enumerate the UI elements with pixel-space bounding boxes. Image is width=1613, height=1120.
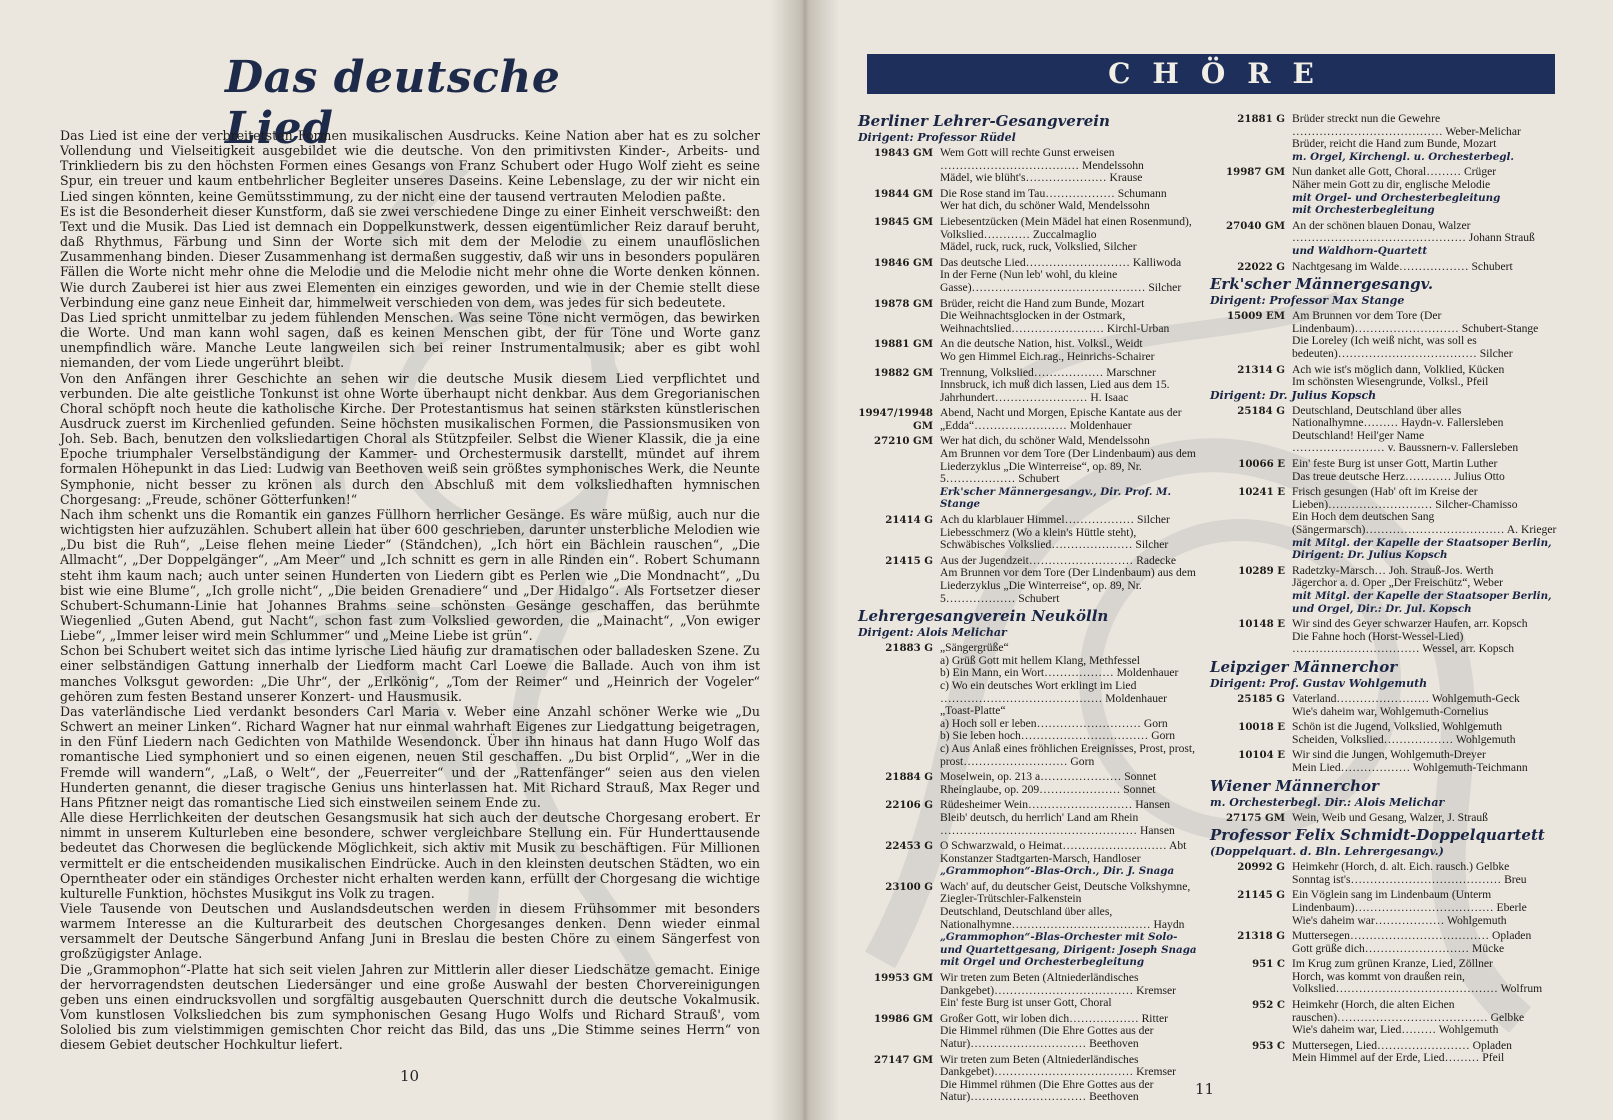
record-titles [940,367,1198,405]
accompaniment-note: mit Orgel- und Orchesterbegleitung [1292,191,1501,204]
catalog-number: 22106 G [885,799,933,812]
record-title-line: An die deutsche Nation, hist. Volksl., Weidt [940,337,1143,351]
record-titles [940,972,1198,1010]
record-title-line: Wie's daheim war……………… Wohlgemuth [1292,913,1507,927]
accompaniment-note: mit Mitgl. der Kapelle der Staatsoper Berlin, und Orgel, Dir.: Dr. Jul. Kopsch [1292,590,1552,615]
catalog-number: 953 C [1252,1039,1285,1052]
record-title-line: …………………………………… Moldenhauer [940,691,1168,705]
record-title-line: Muttersegen, Lied…………………… Opladen [1292,1038,1512,1052]
record-entry [858,555,1198,605]
record-titles [940,147,1198,185]
record-title-line: Brüder streckt nun die Gewehre [1292,112,1441,125]
catalog-number: 21884 G [885,771,933,784]
record-title-line: Die Himmel rühmen (Die Ehre Gottes aus der Natur)………………………… Beethoven [940,1024,1154,1050]
record-title-line: Horch, was kommt von draußen rein, Volkslied…………………………………… Wolfrum [1292,969,1543,996]
record-title-line: Ach du klarblauer Himmel……………… Silcher [940,513,1170,527]
record-entry [1210,812,1566,825]
record-entry [1210,749,1566,774]
choir-name: Berliner Lehrer-Gesangverein [858,112,1110,130]
record-title-line: „Sängergrüße“ [940,641,1009,655]
record-titles [1292,486,1566,562]
record-entry [858,972,1198,1010]
accompaniment-note: m. Orgel, Kirchengl. u. Orchesterbegl. [1292,150,1514,163]
catalog-number: 10018 E [1238,721,1285,734]
record-title-line: Ein' feste Burg ist unser Gott, Choral [940,996,1112,1010]
catalog-number: 19881 GM [874,338,933,351]
record-titles [940,1054,1198,1104]
record-title-line: Die Weihnachtsglocken in der Ostmark, Weihnachtslied…………………… Kirchl-Urban [940,309,1170,335]
conductor-line: Dirigent: Prof. Gustav Wohlgemuth [1210,676,1428,690]
record-title-line: Brüder, reicht die Hand zum Bunde, Mozart [1292,137,1497,151]
paragraph: Viele Tausende von Deutschen und Auslandsdeutschen werden in diesem Frühsommer mit besonders warmem Interesse an die Kulturarbeit des deutschen Chorgesanges denken. Denn wieder einmal versammelt der Deutsche Sängerbund Anfang Juni in Breslau die besten Chöre zu einem Sängerfest von großzügigster Anlage. [60,900,760,962]
record-titles [940,257,1198,295]
record-title-line: Wo gen Himmel Eich.rag., Heinrichs-Schairer [940,349,1155,363]
catalog-number: 10104 E [1238,749,1285,762]
record-title-line: In der Ferne (Nun leb' wohl, du kleine Gasse)……………………………………… Silcher [940,268,1182,294]
paragraph: Von den Anfängen ihrer Geschichte an sehen wir die deutsche Musik diesem Lied verpflichtet und verbunden. Die alte geistliche Tonkunst ist ohne Worte überhaupt nicht denkbar. Aus dem Gregorianischen Choral schöpft noch heute die katholische Kirche. Der Protestantismus hat seinen stärksten künstlerischen Ausdruck zuerst im Kirchenlied gefunden. Seine höchsten musikalischen Formen, die Passionsmusiken von Joh. Seb. Bach, benutzen den volksliedartigen Choral als Stützpfeiler. Selbst die Wiener Klassik, die ja eine Epoche triumphaler Verselbständigung der Kammer- und Orchestermusik darstellt, mündet auf ihrem formalen Höhepunkt in das Lied: Ludwig van Beethoven weiß sein größtes symphonisches Werk, die Neunte Symphonie, nicht besser zu krönen als durch den Abschluß mit dem volksliedhaften hymnischen Chorgesang: „Freude, schöner Götterfunken!“ [60,370,760,507]
record-title-line: Frisch gesungen (Hab' oft im Kreise der Lieben)……………………… Silcher-Chamisso [1292,485,1518,511]
record-titles [940,642,1198,768]
accompaniment-note: und Waldhorn-Quartett [1292,244,1428,257]
record-entry [858,771,1198,796]
record-title-line: Wach' auf, du deutscher Geist, Deutsche Volkshymne, Ziegler-Trütschler-Falkenstein [940,879,1191,906]
record-titles [1292,693,1566,718]
catalog-number: 951 C [1252,958,1285,971]
conductor-line: Dirigent: Dr. Julius Kopsch [1210,388,1377,402]
record-titles [940,514,1198,552]
record-titles [1292,958,1566,996]
record-titles [940,338,1198,363]
paragraph: Alle diese Herrlichkeiten der deutschen Gesangsmusik hat sich auch der deutsche Chorgesang erobert. Er nimmt in unserem Kulturleben eine besondere, schwer vergleichbare Stellung ein. Für Hunderttausende bedeutet das Chorwesen die beglückende Möglichkeit, sich aktiv mit Musik zu beschäftigen. Für Millionen vermittelt er die entscheidenden musikalischen Eindrücke. Auch in den kleinsten deutschen Städten, wo ein Operntheater oder ein ständiges Orchester nicht erhalten werden kann, erfüllt der Chorgesang die wichtige kulturelle Funktion, höchstes Musikgut ins Volk zu tragen. [60,810,760,901]
record-title-line: Wie's daheim war, Wohlgemuth-Cornelius [1292,704,1489,718]
record-title-line: …………………………………………… Hansen [940,823,1175,837]
record-title-line: Gott grüße dich……………………… Mücke [1292,941,1505,955]
record-entry [1210,166,1566,216]
record-title-line: Schön ist die Jugend, Volkslied, Wohlgemuth [1292,720,1503,734]
record-entry [1210,458,1566,483]
record-title-line: Die Rose stand im Tau……………… Schumann [940,186,1167,200]
record-entry [858,840,1198,878]
record-entry [1210,113,1566,163]
conductor-line: m. Orchesterbegl. Dir.: Alois Melichar [1210,795,1445,809]
record-title-line: Wer hat dich, du schöner Wald, Mendelssohn [940,199,1150,213]
record-title-line: Ein' feste Burg ist unser Gott, Martin Luther [1292,457,1498,471]
record-titles [1292,261,1566,274]
record-entry [1210,721,1566,746]
record-titles [1292,113,1566,163]
catalog-number: 10241 E [1238,486,1285,499]
record-entry [858,338,1198,363]
article-body [60,128,760,1053]
choir-name: Professor Felix Schmidt-Doppelquartett [1210,826,1545,845]
catalog-number: 19843 GM [874,147,933,159]
record-entry [858,407,1198,432]
record-title-line: Liebesentzücken (Mein Mädel hat einen Rosenmund), Volkslied………… Zuccalmaglio [940,214,1192,241]
record-titles [940,298,1198,336]
record-title-line: Wein, Weib und Gesang, Walzer, J. Strauß [1292,810,1488,824]
page-number-right: 11 [1195,1080,1215,1098]
record-titles [1292,364,1566,389]
conductor-line: Dirigent: Professor Rüdel [858,131,1016,144]
catalog-number: 19947/19948 GM [858,407,933,432]
record-title-line: Jägerchor a. d. Oper „Der Freischütz“, Weber [1292,576,1503,590]
record-title-line: Heimkehr (Horch, die alten Eichen rauschen)………………………………… Gelbke [1292,998,1525,1024]
record-title-line: Mädel, wie blüht's………………… Krause [940,171,1143,185]
record-titles [940,216,1198,254]
record-title-line: Sonntag ist's………………………………… Breu [1292,872,1527,886]
record-entry [858,188,1198,213]
record-titles [1292,166,1566,216]
record-entry [858,1054,1198,1104]
record-entry [858,216,1198,254]
record-entry [1210,618,1566,656]
record-title-line: Nun danket alle Gott, Choral……… Crüger [1292,165,1497,179]
record-title-line: Innsbruck, ich muß dich lassen, Lied aus dem 15. Jahrhundert…………………… H. Isaac [940,378,1170,404]
catalog-number: 25184 G [1237,404,1285,417]
record-titles [1292,930,1566,955]
record-list-column-2 [1210,110,1566,1065]
record-titles [1292,458,1566,483]
conductor-line: Dirigent: Alois Melichar [858,626,1007,640]
page-number-left: 10 [400,1067,420,1085]
conductor-line: Dirigent: Professor Max Stange [1210,294,1405,308]
catalog-number: 19986 GM [874,1012,933,1025]
record-titles [1292,310,1566,360]
record-titles [940,188,1198,213]
catalog-number: 27040 GM [1226,219,1285,232]
paragraph: Die „Grammophon“-Platte hat sich seit vielen Jahren zur Mittlerin aller dieser Liedschätze gemacht. Einige der hervorragendsten deutschen Liedersänger und eine große Auswahl der besten Chorvereinigungen geben uns einen eindrucksvollen und sorgfältig ausgebauten Querschnitt durch die deutsche Vokalmusik. Vom kunstlosen Volksliedchen bis zum symphonischen Gesang Hugo Wolfs und Richard Strauß', vom Sololied bis zum vielstimmigen gemischten Chor reicht das Bild, das uns „Die Stimme seines Herrn“ von diesem Gebiet deutscher Hochkultur liefert. [60,961,760,1053]
record-title-line: Rüdesheimer Wein……………………… Hansen [940,798,1171,812]
record-title-line: Aus der Jugendzeit……………………… Radecke [940,553,1177,567]
record-entry [1210,861,1566,886]
record-title-line: Ein Vöglein sang im Lindenbaum (Unterm Lindenbaum)……………………………… Eberle [1292,888,1527,914]
record-title-line: Mein Himmel auf der Erde, Lied……… Pfeil [1292,1051,1505,1065]
record-title-line: Näher mein Gott zu dir, englische Melodie [1292,177,1491,191]
record-title-line: Wir treten zum Beten (Altniederländisches Dankgebet)……………………………… Kremser [940,1052,1177,1079]
choir-name: Erk'scher Männergesangv. [1210,275,1434,294]
record-titles [940,771,1198,796]
record-title-line: Moselwein, op. 213 a………………… Sonnet [940,770,1157,784]
record-entry [1210,405,1566,455]
record-title-line: Im schönsten Wiesengrunde, Volksl., Pfeil [1292,375,1489,389]
record-title-line: Wer hat dich, du schöner Wald, Mendelssohn [940,434,1150,448]
choir-name: Leipziger Männerchor [1210,657,1398,676]
catalog-number: 952 C [1252,999,1285,1012]
record-entry [858,367,1198,405]
record-title-line: Brüder, reicht die Hand zum Bunde, Mozart [940,296,1145,310]
record-entry [1210,486,1566,562]
catalog-number: 19882 GM [874,366,933,379]
choir-name: Lehrergesangverein Neukölln [858,607,1109,626]
record-titles [1292,999,1566,1037]
record-title-line: Großer Gott, wir loben dich……………… Ritter [940,1011,1168,1025]
record-title-line: …………………… v. Baussnern-v. Fallersleben [1292,441,1519,455]
accompaniment-note: mit Orchesterbegleitung [1292,204,1435,217]
record-entry [858,1013,1198,1051]
catalog-number: 15009 EM [1226,310,1285,323]
record-entry [1210,364,1566,389]
catalog-number: 21881 G [1237,113,1285,125]
record-titles [940,555,1198,605]
record-title-line: An der schönen blauen Donau, Walzer [1292,218,1471,232]
record-titles [1292,1040,1566,1065]
catalog-number: 21314 G [1237,363,1285,376]
paragraph: Das Lied spricht unmittelbar zu jedem fühlenden Menschen. Was seine Töne nicht vermögen, das bewirken die Worte. Und man kann wohl sagen, daß es keinen Menschen gibt, der für Töne und Worte ganz unempfindlich wäre. Manche Leute langweilen sich bei reiner Instrumentalmusik; aber es gibt wohl niemanden, der vom Liede ungerührt bleibt. [60,309,760,371]
accompaniment-note: Erk'scher Männergesangv., Dir. Prof. M. Stange [940,485,1172,511]
record-title-line: b) Sie leben hoch…………………………… Gorn [940,729,1176,743]
record-titles [1292,749,1566,774]
accompaniment-note: mit Orgel und Orchesterbegleitung [940,956,1145,969]
record-entry [858,881,1198,969]
record-titles [940,840,1198,878]
record-titles [1292,220,1566,258]
record-title-line: Wir treten zum Beten (Altniederländisches Dankgebet)……………………………… Kremser [940,971,1177,997]
record-title-line: ………………………………… Weber-Melichar [1292,124,1521,138]
accompaniment-note: „Grammophon“-Blas-Orch., Dir. J. Snaga [940,865,1175,878]
record-titles [940,799,1198,837]
record-title-line: Deutschland! Heil'ger Name [1292,428,1425,442]
record-entry [858,642,1198,768]
paragraph: Schon bei Schubert weitet sich das intime lyrische Lied häufig zur dramatischen oder balladesken Szene. Zu einer selbständigen Gattung innerhalb der Liedform macht Carl Loewe die Ballade. Auch von ihm ist manches Volksgut geworden: „Die Uhr“, der „Erlkönig“, „Tom der Reimer“ und „Heinrich der Vogeler“ gehören zum festen Bestand unserer Konzert- und Hausmusik. [60,643,760,704]
catalog-number: 22022 G [1237,260,1285,273]
record-title-line: „Toast-Platte“ [940,704,1006,718]
record-entry [858,257,1198,295]
record-title-line: Konstanzer Stadtgarten-Marsch, Handloser [940,851,1141,865]
paragraph: Das Lied ist eine der verbreitetsten Formen musikalischen Ausdrucks. Keine Nation aber hat es zu solcher Vollendung und Vielseitigkeit ausgebildet wie die deutsche. Von den primitivsten Kinder-, Arbeits- und Trinkliedern bis zu den höchsten Formen eines Gesangs von Franz Schubert oder Hugo Wolf zieht es seine Spur, ein treuer und kaum entbehrlicher Begleiter unseres Daseins. Keine Lebenslage, zu der wir nicht ein Lied singen könnten, keine Gemütsstimmung, zu der nicht eine der tausend vertrauten Melodien paßte. [60,128,760,204]
record-title-line: a) Grüß Gott mit hellem Klang, Methfessel [940,653,1140,667]
record-entry [1210,889,1566,927]
record-title-line: Am Brunnen vor dem Tore (Der Lindenbaum)……………………… Schubert-Stange [1292,309,1539,335]
record-entry [1210,958,1566,996]
record-title-line: Wem Gott will rechte Gunst erweisen [940,146,1115,159]
record-title-line: Wie's daheim war, Lied……… Wohlgemuth [1292,1023,1499,1037]
catalog-number: 19846 GM [874,256,933,269]
paragraph: Nach ihm schenkt uns die Romantik ein ganzes Füllhorn herrlicher Gesänge. Es wäre müßig, auch nur die wichtigsten hier aufzuzählen. Schubert allein hat über 600 geschrieben, darunter unsterbliche Melodien wie „Du bist die Ruh“, „Leise flehen meine Lieder“ (Ständchen), „Ich hört ein Bächlein rauschen“, „Die Allmacht“, „Der Doppelgänger“, „Am Meer“ und „Ich schnitt es gern in alle Rinden ein“. Robert Schumann steht ihm kaum nach; auch unter seinen Hunderten von Liedern gibt es Perlen wie „Die Mondnacht“, „Du bist wie eine Blume“, „Ich grolle nicht“, „Die beiden Grenadiere“ und „Der Hidalgo“. Als Fortsetzer dieser Schubert-Schumann-Linie hat Johannes Brahms seine schönsten Gesänge geschaffen, das berühmte Wiegenlied „Guten Abend, gut Nacht“, schon fast zum Volkslied geworden, die „Mainacht“, „Von ewiger Liebe“, „Immer leiser wird mein Schlummer“ und „Meine Liebe ist grün“. [60,506,760,644]
section-banner: CHÖRE [867,54,1555,94]
catalog-number: 21318 G [1237,930,1285,943]
record-title-line: Vaterland…………………… Wohlgemuth-Geck [1292,691,1520,705]
catalog-number: 27175 GM [1226,811,1285,824]
article-title: Das deutsche Lied [225,52,561,154]
record-title-line: Das treue deutsche Herz………… Julius Otto [1292,469,1505,483]
paragraph: Das vaterländische Lied verdankt besonders Carl Maria v. Weber eine Anzahl schöner Werke wie „Du Schwert an meiner Linken“. Richard Wagner hat nur einmal wahrhaft Eigenes zur Liedgattung beigetragen, in den Fünf Liedern nach Gedichten von Mathilde Wesendonck. Über ihn hinaus hat dann Hugo Wolf das romantische Lied symphoniert und so einen eigenen, neuen Stil geschaffen. „Du bist Orplid“, „Wer in die Fremde will wandern“, „Laß, o Welt“, der „Feuerreiter“ und der „Rattenfänger“ seien aus den vielen Hunderten genannt, die dieser tragische Genius uns hinterlassen hat. Mit Richard Strauß, Max Reger und Hans Pfitzner neigt das romantische Lied sich einstweilen seinem Ende zu. [60,703,760,810]
record-title-line: Nachtgesang im Walde……………… Schubert [1292,259,1513,273]
record-entry [858,298,1198,336]
record-entry [1210,1040,1566,1065]
record-title-line: Die Loreley (Ich weiß nicht, was soll es bedeuten)……………………………… Silcher [1292,334,1513,360]
record-list-column-1 [858,110,1198,1104]
choir-name: Wiener Männerchor [1210,776,1379,795]
record-title-line: Deutschland, Deutschland über alles, Nationalhymne……………………………… Haydn [940,905,1185,931]
record-title-line: Ein Hoch dem deutschen Sang (Sängermarsch)……………………………… A. Krieger [1292,510,1557,537]
record-entry [858,147,1198,185]
catalog-number: 20992 G [1237,861,1285,874]
record-entry [1210,693,1566,718]
record-titles [940,435,1198,511]
record-title-line: Im Krug zum grünen Kranze, Lied, Zöllner [1292,957,1493,971]
record-entry [1210,930,1566,955]
record-title-line: Am Brunnen vor dem Tore (Der Lindenbaum) aus dem Liederzyklus „Die Winterreise“, op. 89, Nr. 5……………… Schubert [940,566,1196,605]
record-titles [1292,405,1566,455]
record-entry [1210,220,1566,258]
catalog-number: 19987 GM [1226,166,1285,179]
catalog-number: 10148 E [1238,618,1285,631]
catalog-number: 27147 GM [874,1053,933,1066]
record-title-line: Abend, Nacht und Morgen, Epische Kantate aus der „Edda“…………………… Moldenhauer [940,406,1182,432]
record-entry [858,799,1198,837]
catalog-number: 10066 E [1238,458,1285,471]
record-titles [1292,889,1566,927]
record-title-line: Die Himmel rühmen (Die Ehre Gottes aus der Natur)………………………… Beethoven [940,1077,1154,1104]
record-entry [1210,310,1566,360]
record-title-line: Muttersegen……………………………… Opladen [1292,929,1532,943]
record-title-line: Liebesschmerz (Wo a klein's Hüttle steht), Schwäbisches Volkslied………………… Silcher [940,525,1169,552]
record-title-line: b) Ein Mann, ein Wort……………… Moldenhauer [940,666,1179,680]
record-titles [1292,618,1566,656]
record-title-line: Die Fahne hoch (Horst-Wessel-Lied) [1292,629,1464,643]
catalog-number: 21883 G [885,642,933,655]
catalog-number: 19844 GM [874,187,933,200]
record-entry [1210,565,1566,615]
record-titles [1292,812,1566,825]
record-titles [1292,565,1566,615]
catalog-number: 21145 G [1237,889,1285,902]
catalog-number: 22453 G [885,840,933,853]
catalog-number: 25185 G [1237,692,1285,705]
record-title-line: Ach wie ist's möglich dann, Volklied, Kücken [1292,362,1505,376]
catalog-number: 19845 GM [874,215,933,228]
record-title-line: ……………………………………… Johann Strauß [1292,231,1535,245]
record-title-line: Rheinglaube, op. 209………………… Sonnet [940,782,1156,796]
record-entry [858,435,1198,511]
catalog-number: 23100 G [885,880,933,893]
catalog-number: 21415 G [885,554,933,567]
record-title-line: Heimkehr (Horch, d. alt. Eich. rausch.) Gelbke [1292,860,1510,874]
record-titles [940,407,1198,432]
record-title-line: Das deutsche Lied……………………… Kalliwoda [940,255,1182,269]
record-title-line: Am Brunnen vor dem Tore (Der Lindenbaum) aus dem Liederzyklus „Die Winterreise“, op. 89, Nr. 5……………… Schubert [940,447,1196,486]
record-title-line: Trennung, Volkslied……………… Marschner [940,365,1156,379]
record-title-line: Scheiden, Volkslied……………… Wohlgemuth [1292,732,1516,746]
record-title-line: Deutschland, Deutschland über alles Nationalhymne……… Haydn-v. Fallersleben [1292,403,1504,430]
record-title-line: Mädel, ruck, ruck, ruck, Volkslied, Silcher [940,240,1137,254]
catalog-number: 10289 E [1238,564,1285,577]
catalog-number: 27210 GM [874,435,933,448]
record-titles [1292,861,1566,886]
catalog-number: 19878 GM [874,297,933,310]
left-page [0,0,800,1120]
record-titles [1292,721,1566,746]
paragraph: Es ist die Besonderheit dieser Kunstform, daß sie zwei verschiedene Dinge zu einer Einheit verschweißt: den Text und die Musik. Das Lied ist demnach ein Doppelkunstwerk, dessen eigentümlicher Reiz darauf beruht, daß Rhythmus, Färbung und Sinn der Worte sich mit dem der Melodie zu einem unauflöslichen Zusammenhang binden. Dieser Zusammenhang ist dermaßen suggestiv, daß wir uns in besonders populären Fällen die Worte nicht mehr ohne die Melodie und die Melodie nicht mehr ohne die Worte denken können. Wie durch Zauberei ist hier aus zwei Elementen ein einziges geworden, und wie in der Chemie stellt diese Verbindung eine ganz neue Einheit dar, himmelweit verschieden von dem, was jedes für sich bedeutete. [60,203,760,310]
record-title-line: ……………………………… Mendelssohn [940,158,1144,172]
record-entry [1210,261,1566,274]
accompaniment-note: mit Mitgl. der Kapelle der Staatsoper Berlin, Dirigent: Dr. Julius Kopsch [1292,536,1552,562]
catalog-number: 21414 G [885,514,933,527]
record-title-line: c) Wo ein deutsches Wort erklingt im Lied [940,678,1137,692]
record-title-line: Radetzky-Marsch… Joh. Strauß-Jos. Werth [1292,563,1494,577]
record-title-line: …………………………… Wessel, arr. Kopsch [1292,642,1515,656]
record-title-line: O Schwarzwald, o Heimat……………………… Abt [940,839,1187,853]
record-title-line: c) Aus Anlaß eines fröhlichen Ereignisses, Prost, prost, prost……………………… Gorn [940,741,1196,768]
record-titles [940,1013,1198,1051]
record-entry [858,514,1198,552]
record-title-line: Wir sind die Jungen, Wohlgemuth-Dreyer [1292,748,1486,762]
record-title-line: Wir sind des Geyer schwarzer Haufen, arr. Kopsch [1292,617,1528,631]
accompaniment-note: „Grammophon“-Blas-Orchester mit Solo- und Quartettgesang, Dirigent: Joseph Snaga [940,931,1197,956]
record-title-line: Bleib' deutsch, du herrlich' Land am Rhein [940,810,1139,824]
record-titles [940,881,1198,969]
conductor-line: (Doppelquart. d. Bln. Lehrergesangv.) [1210,845,1444,859]
record-entry [1210,999,1566,1037]
catalog-number: 19953 GM [874,972,933,985]
record-title-line: a) Hoch soll er leben……………………… Gorn [940,716,1168,730]
record-title-line: Mein Lied……………… Wohlgemuth-Teichmann [1292,760,1528,774]
